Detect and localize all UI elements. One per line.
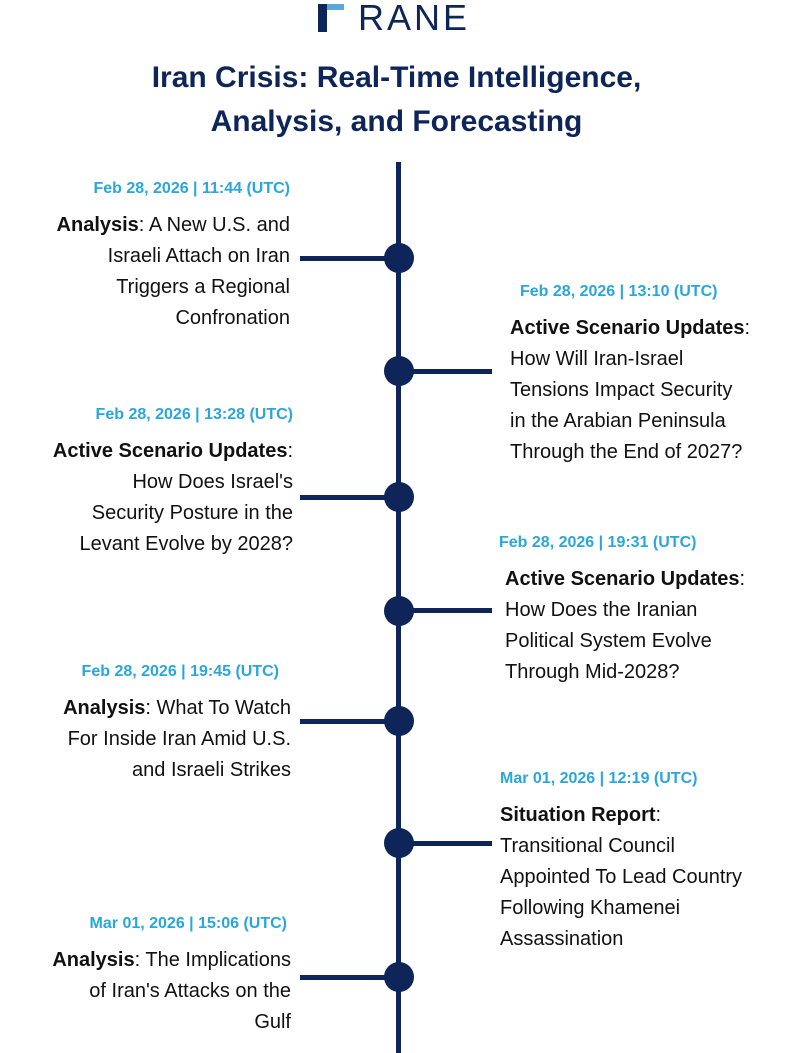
entry-line: Through the End of 2027?	[510, 441, 743, 463]
entry-date: Feb 28, 2026 | 19:45 (UTC)	[81, 663, 279, 680]
timeline-connector-5	[300, 719, 398, 724]
rane-logo-icon	[318, 2, 344, 34]
entry-line: Following Khamenei	[500, 897, 681, 919]
entry-text: Analysis: A New U.S. and Israeli Attach on Iran Triggers a Regional Confronation	[56, 214, 290, 329]
entry-label: Analysis	[63, 697, 146, 719]
timeline-connector-3	[300, 495, 398, 500]
timeline-entry-5	[0, 661, 291, 786]
entry-line: Israeli Attach on Iran	[107, 245, 290, 267]
entry-line: How Will Iran-Israel	[510, 348, 684, 370]
entry-line: of Iran's Attacks on the	[89, 980, 291, 1002]
entry-text: Situation Report: Transitional Council Appointed To Lead Country Following Khamenei Assassination	[500, 804, 743, 950]
entry-line: How Does Israel's	[132, 471, 293, 493]
entry-line: in the Arabian Peninsula	[510, 410, 726, 432]
entry-line: Levant Evolve by 2028?	[79, 533, 293, 555]
entry-line: Confronation	[175, 307, 290, 329]
entry-date: Feb 28, 2026 | 11:44 (UTC)	[93, 180, 290, 197]
entry-label: Active Scenario Updates	[52, 440, 288, 462]
entry-text: Analysis: What To Watch For Inside Iran Amid U.S. and Israeli Strikes	[63, 697, 291, 781]
logo-bar-stem	[318, 4, 327, 32]
timeline-connector-2	[398, 369, 492, 374]
entry-line: Triggers a Regional	[116, 276, 290, 298]
timeline-entry-4	[499, 532, 793, 688]
timeline-entry-6	[500, 768, 793, 955]
entry-line: Tensions Impact Security	[510, 379, 733, 401]
entry-line: Security Posture in the	[91, 502, 293, 524]
entry-line: What To Watch	[156, 697, 291, 719]
entry-label: Situation Report	[500, 804, 656, 826]
entry-line: The Implications	[145, 949, 291, 971]
entry-line: Gulf	[254, 1011, 291, 1033]
entry-line: A New U.S. and	[148, 214, 290, 236]
timeline-entry-1	[0, 178, 290, 334]
logo-text: RANE	[358, 0, 471, 38]
entry-text: Active Scenario Updates: How Does Israel's Security Posture in the Levant Evolve by 2028?	[52, 440, 293, 555]
entry-date: Feb 28, 2026 | 13:10 (UTC)	[520, 283, 718, 300]
entry-date: Feb 28, 2026 | 19:31 (UTC)	[499, 534, 697, 551]
timeline-connector-7	[300, 975, 398, 980]
entry-label: Active Scenario Updates	[505, 568, 740, 590]
entry-text: Analysis: The Implications of Iran's Attacks on the Gulf	[52, 949, 291, 1033]
entry-line: Assassination	[500, 928, 624, 950]
rane-logo	[318, 0, 470, 36]
entry-date: Mar 01, 2026 | 12:19 (UTC)	[500, 770, 698, 787]
timeline-connector-4	[398, 608, 492, 613]
timeline-entry-2	[510, 281, 793, 468]
entry-line: How Does the Iranian	[505, 599, 698, 621]
timeline-connector-6	[398, 841, 492, 846]
page-title	[0, 56, 793, 144]
entry-date: Feb 28, 2026 | 13:28 (UTC)	[95, 406, 293, 423]
timeline-entry-7	[0, 913, 291, 1038]
entry-date: Mar 01, 2026 | 15:06 (UTC)	[89, 915, 287, 932]
entry-text: Active Scenario Updates: How Does the Iranian Political System Evolve Through Mid-2028?	[505, 568, 746, 683]
entry-line: and Israeli Strikes	[132, 759, 291, 781]
timeline-entry-3	[0, 404, 293, 560]
entry-line: Through Mid-2028?	[505, 661, 680, 683]
entry-line: Appointed To Lead Country	[500, 866, 743, 888]
entry-line: For Inside Iran Amid U.S.	[67, 728, 291, 750]
timeline-connector-1	[300, 256, 398, 261]
entry-line: Transitional Council	[500, 835, 675, 857]
entry-text: Active Scenario Updates: How Will Iran-Israel Tensions Impact Security in the Arabian Peninsula Through the End of 2027?	[510, 317, 751, 463]
title-line-1: Iran Crisis: Real-Time Intelligence,	[151, 61, 642, 94]
entry-label: Analysis	[52, 949, 135, 971]
entry-label: Active Scenario Updates	[510, 317, 745, 339]
entry-line: Political System Evolve	[505, 630, 712, 652]
title-line-2: Analysis, and Forecasting	[210, 105, 583, 138]
entry-label: Analysis	[56, 214, 139, 236]
